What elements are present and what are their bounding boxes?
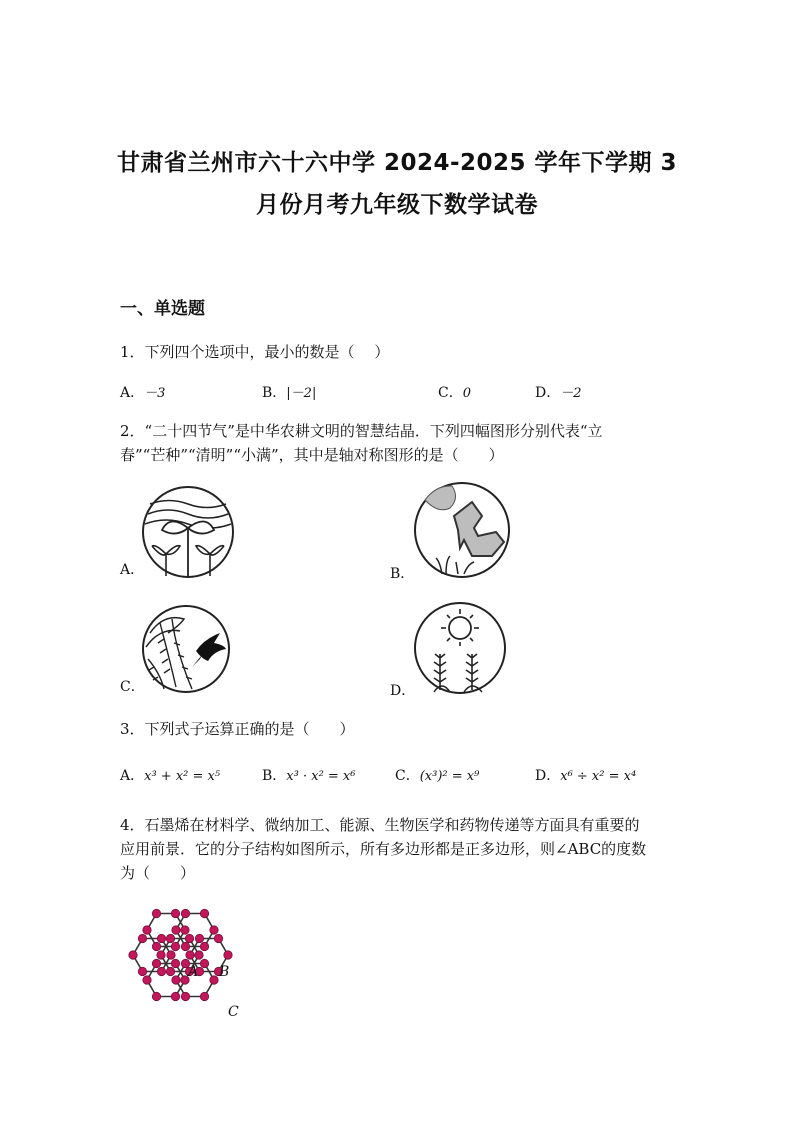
graphene-atom [157, 951, 165, 959]
graphene-atom [152, 942, 160, 950]
question-4-line1: 4．石墨烯在材料学、微纳加工、能源、生物医学和药物传递等方面具有重要的 [120, 816, 640, 834]
graphene-atom [172, 976, 180, 984]
q1-option-c: C．0 [438, 385, 471, 401]
graphene-atom [171, 992, 179, 1000]
graphene-atom [166, 967, 174, 975]
point-label-c: C [228, 1004, 239, 1020]
graphene-atom [157, 967, 165, 975]
q3-option-d: D．x⁶ ÷ x² = x⁴ [535, 768, 637, 784]
q2-option-b-label: B． [390, 566, 415, 582]
graphene-atom [152, 909, 160, 917]
graphene-atom [200, 959, 208, 967]
exam-title-line1: 甘肃省兰州市六十六中学 2024-2025 学年下学期 3 [116, 150, 678, 176]
exam-title-line2: 月份月考九年级下数学试卷 [256, 192, 538, 218]
graphene-atom [138, 967, 146, 975]
section-heading: 一、单选题 [120, 299, 205, 319]
graphene-atom [157, 934, 165, 942]
graphene-atom [172, 926, 180, 934]
graphene-atom [129, 951, 137, 959]
graphene-atom [171, 959, 179, 967]
question-4-line3: 为（ ） [120, 864, 196, 882]
q3-option-a: A．x³ + x² = x⁵ [120, 768, 221, 784]
question-2-line2: 春”“芒种”“清明”“小满”，其中是轴对称图形的是（ ） [120, 446, 504, 464]
question-1-text: 1．下列四个选项中，最小的数是（ ） [120, 343, 390, 361]
graphene-atom [200, 992, 208, 1000]
graphene-atom [138, 934, 146, 942]
graphene-atom [214, 934, 222, 942]
q2-option-a-label: A． [120, 562, 145, 578]
graphene-atom [181, 909, 189, 917]
graphene-atom [152, 959, 160, 967]
xiaoman-icon [412, 600, 508, 696]
graphene-atom [210, 976, 218, 984]
q3-option-b: B．x³ · x² = x⁶ [262, 768, 356, 784]
graphene-atom [224, 951, 232, 959]
question-3-text: 3．下列式子运算正确的是（ ） [120, 720, 355, 738]
graphene-atom [181, 942, 189, 950]
lichun-icon [140, 484, 236, 580]
point-label-a: A [188, 964, 199, 980]
q2-option-c-label: C． [120, 679, 145, 695]
graphene-atom [195, 951, 203, 959]
graphene-structure-figure [118, 900, 258, 1030]
graphene-atom [171, 942, 179, 950]
q1-option-d: D．－2 [535, 385, 582, 401]
graphene-atom [181, 992, 189, 1000]
graphene-atom [210, 926, 218, 934]
question-4-text [120, 813, 700, 885]
graphene-atom [167, 951, 175, 959]
q3-option-c: C．(x³)² = x⁹ [395, 768, 480, 784]
graphene-atom [152, 992, 160, 1000]
question-4-line2: 应用前景．它的分子结构如图所示，所有多边形都是正多边形，则∠ABC的度数 [120, 840, 647, 858]
question-2-text [120, 419, 700, 467]
graphene-atom [200, 942, 208, 950]
qingming-icon [140, 603, 232, 695]
graphene-atom [195, 934, 203, 942]
graphene-atom [181, 926, 189, 934]
question-2-line1: 2．“二十四节气”是中华农耕文明的智慧结晶．下列四幅图形分别代表“立 [120, 422, 603, 440]
q2-option-d-label: D． [390, 683, 416, 699]
graphene-atom [143, 976, 151, 984]
graphene-atom [171, 909, 179, 917]
graphene-atom [185, 934, 193, 942]
q1-option-a: A．－3 [120, 385, 166, 401]
graphene-atom [143, 926, 151, 934]
point-label-b: B [219, 964, 230, 980]
graphene-atom [200, 909, 208, 917]
q1-option-b: B．|－2| [262, 385, 317, 401]
mangzhong-icon [412, 480, 512, 580]
graphene-atom [166, 934, 174, 942]
graphene-atom [186, 951, 194, 959]
